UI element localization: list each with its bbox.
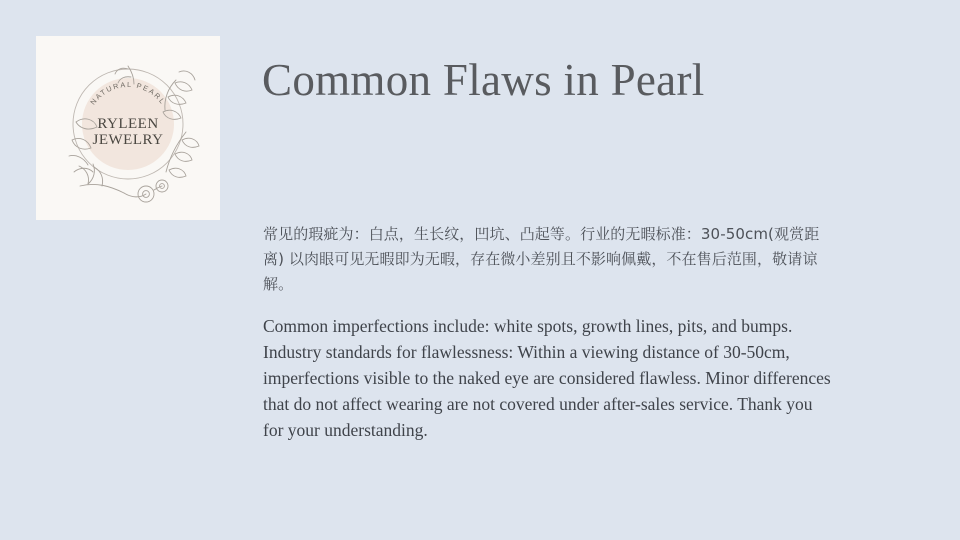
paragraph-chinese: 常见的瑕疵为：白点，生长纹，凹坑、凸起等。行业的无暇标准：30-50cm(观赏距离) 以肉眼可见无暇即为无暇，存在微小差别且不影响佩戴，不在售后范围，敬请谅解。 xyxy=(263,225,820,293)
paragraph-english: Common imperfections include: white spots, growth lines, pits, and bumps. Industry standards for flawlessness: Within a viewing distance of 30-50cm, imperfections visible to the naked eye are considered flawless. Minor differences that do not affect wearing are not covered under after-sales service. Thank you for your understanding. xyxy=(263,316,831,440)
logo-arc-text: NATURAL PEARL xyxy=(88,79,168,107)
page-title: Common Flaws in Pearl xyxy=(262,55,705,105)
logo-card xyxy=(36,36,220,220)
logo-brand-line1: RYLEEN xyxy=(97,116,159,132)
logo-brand-line2: JEWELRY xyxy=(92,132,164,148)
brand-logo-icon xyxy=(36,36,220,220)
body-content xyxy=(263,222,833,443)
